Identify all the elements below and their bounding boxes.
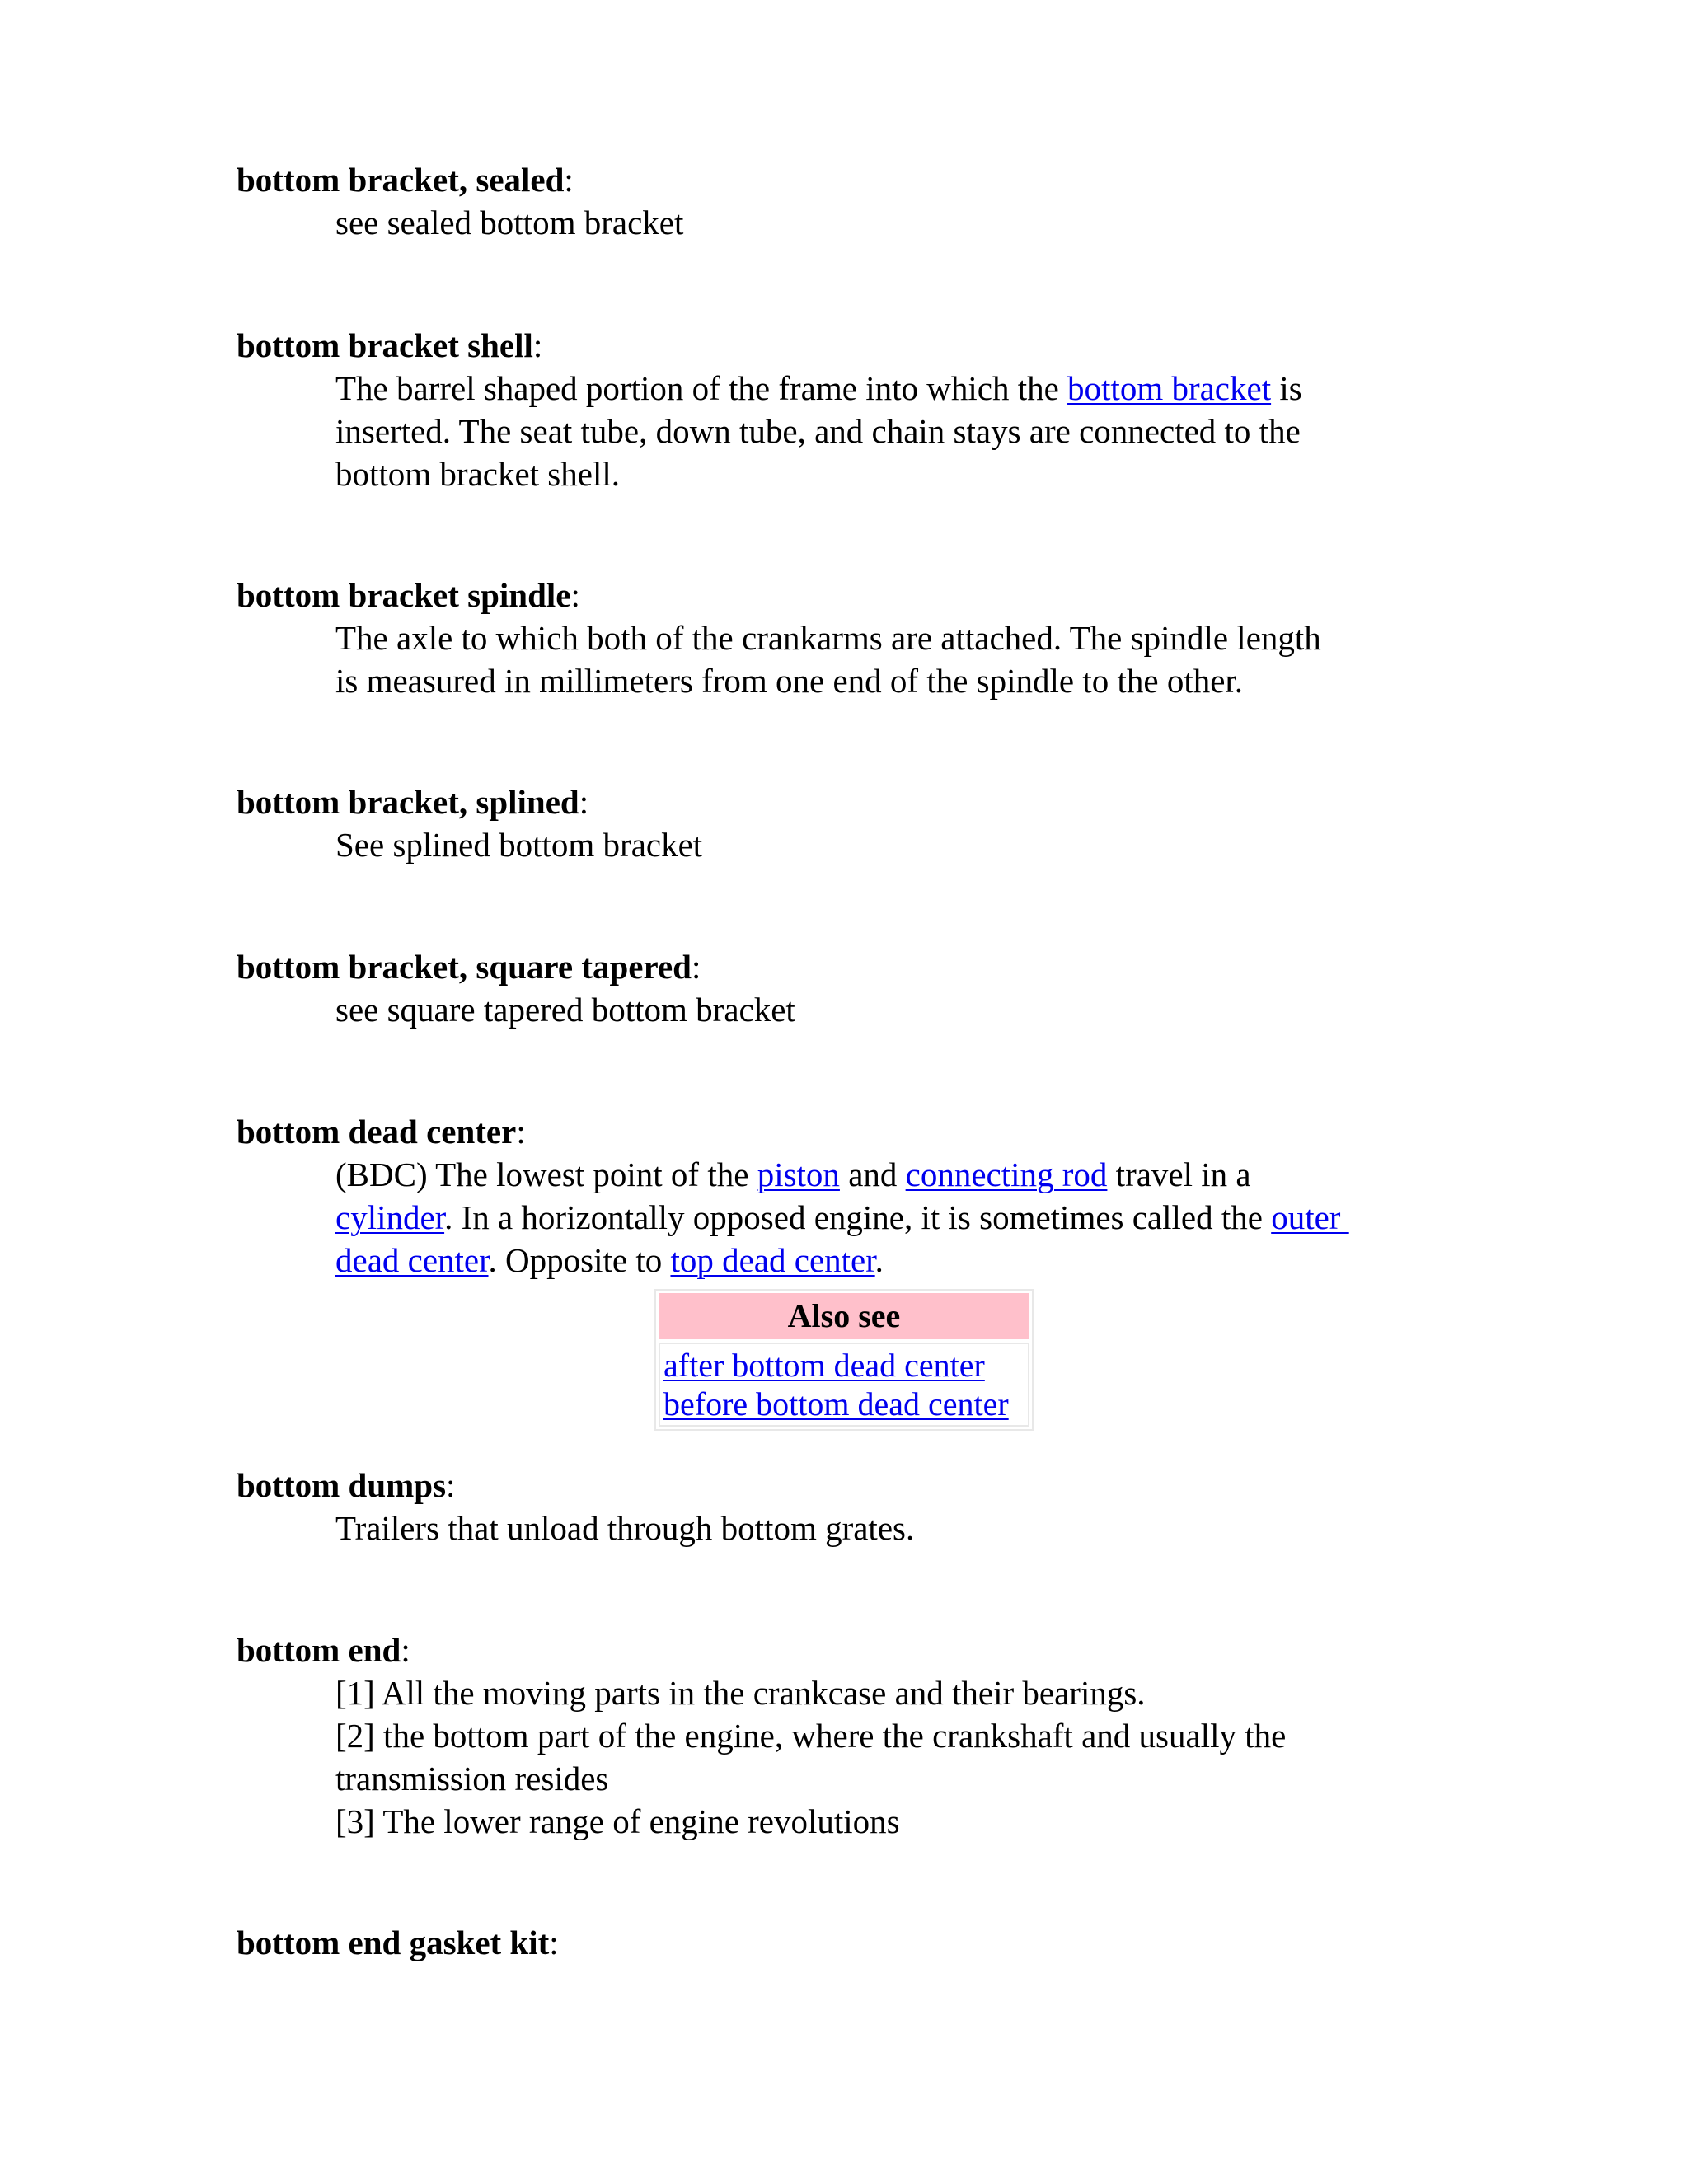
- term-label: bottom end gasket kit: [237, 1924, 550, 1961]
- term-label: bottom dead center: [237, 1113, 517, 1151]
- definition-line: [335, 1196, 1473, 1239]
- definition-line: [335, 1800, 1473, 1843]
- link-cylinder[interactable]: cylinder: [335, 1198, 445, 1236]
- term-colon: :: [570, 576, 580, 614]
- term-colon: :: [532, 326, 543, 364]
- entry-term: [237, 1921, 1473, 1964]
- definition-text: [2] the bottom part of the engine, where the crankshaft and usually the: [335, 1717, 1287, 1755]
- definition-text: Trailers that unload through bottom grates.: [335, 1509, 915, 1547]
- definition-text: is: [1271, 369, 1302, 407]
- entry-term: [237, 158, 1473, 201]
- entry-definition: [335, 1153, 1473, 1282]
- definition-line: [335, 367, 1473, 410]
- definition-line: [335, 988, 1473, 1031]
- glossary-entry-bottom-bracket-spindle: [237, 574, 1473, 702]
- entry-term: [237, 324, 1473, 367]
- glossary-entry-bottom-end: [237, 1629, 1473, 1843]
- glossary-entry-bottom-dead-center: [237, 1110, 1473, 1282]
- term-colon: :: [516, 1113, 526, 1151]
- definition-text: see sealed bottom bracket: [335, 204, 684, 241]
- definition-text: [3] The lower range of engine revolutions: [335, 1802, 900, 1840]
- term-label: bottom bracket, sealed: [237, 161, 565, 199]
- term-label: bottom end: [237, 1631, 401, 1669]
- link-dead-center[interactable]: dead center: [335, 1241, 489, 1279]
- term-label: bottom dumps: [237, 1466, 447, 1504]
- definition-line: [335, 1153, 1473, 1196]
- definition-text: (BDC) The lowest point of the: [335, 1155, 757, 1193]
- entry-definition: [335, 1507, 1473, 1549]
- link-connecting-rod[interactable]: connecting rod: [905, 1155, 1108, 1193]
- term-label: bottom bracket spindle: [237, 576, 571, 614]
- definition-text: transmission resides: [335, 1760, 609, 1797]
- definition-text: see square tapered bottom bracket: [335, 991, 795, 1029]
- term-label: bottom bracket, square tapered: [237, 948, 692, 986]
- definition-line: [335, 1507, 1473, 1549]
- entry-definition: [335, 823, 1473, 866]
- link-bottom-bracket[interactable]: bottom bracket: [1067, 369, 1272, 407]
- definition-text: . In a horizontally opposed engine, it is sometimes called the: [444, 1198, 1272, 1236]
- definition-text: bottom bracket shell.: [335, 455, 620, 493]
- definition-text: is measured in millimeters from one end of the spindle to the other.: [335, 662, 1244, 700]
- definition-line: [335, 1239, 1473, 1282]
- entry-definition: [335, 367, 1473, 495]
- entry-term: [237, 945, 1473, 988]
- term-colon: :: [401, 1631, 410, 1669]
- entry-definition: [335, 201, 1473, 244]
- also-see-heading: Also see: [659, 1293, 1029, 1339]
- entry-definition: [335, 988, 1473, 1031]
- link-top-dead-center[interactable]: top dead center: [670, 1241, 875, 1279]
- definition-text: travel in a: [1107, 1155, 1251, 1193]
- term-colon: :: [579, 783, 589, 821]
- definition-line: [335, 1757, 1473, 1800]
- glossary-entry-bottom-bracket-square-tapered: [237, 945, 1473, 1031]
- definition-line: [335, 452, 1473, 495]
- term-colon: :: [549, 1924, 559, 1961]
- glossary-entry-bottom-end-gasket-kit: [237, 1921, 1473, 1964]
- entry-definition: [335, 616, 1473, 702]
- definition-line: [335, 659, 1473, 702]
- entry-definition: [335, 1671, 1473, 1843]
- entry-term: [237, 1110, 1473, 1153]
- definition-text: inserted. The seat tube, down tube, and chain stays are connected to the: [335, 412, 1301, 450]
- definition-line: [335, 1671, 1473, 1714]
- definition-line: [335, 201, 1473, 244]
- glossary-entry-bottom-bracket-sealed: [237, 158, 1473, 244]
- definition-text: .: [874, 1241, 884, 1279]
- definition-text: See splined bottom bracket: [335, 826, 703, 864]
- term-label: bottom bracket shell: [237, 326, 533, 364]
- entry-term: [237, 574, 1473, 616]
- entry-term: [237, 1464, 1473, 1507]
- also-see-link-after-bottom-dead-center[interactable]: after bottom dead center: [663, 1347, 985, 1384]
- term-colon: :: [564, 161, 574, 199]
- definition-line: [335, 823, 1473, 866]
- definition-line: [335, 410, 1473, 452]
- definition-text: and: [839, 1155, 906, 1193]
- definition-text: The axle to which both of the crankarms are attached. The spindle length: [335, 619, 1321, 657]
- term-label: bottom bracket, splined: [237, 783, 579, 821]
- entry-term: [237, 780, 1473, 823]
- definition-text: . Opposite to: [488, 1241, 671, 1279]
- definition-text: [1] All the moving parts in the crankcase and their bearings.: [335, 1674, 1146, 1712]
- glossary-entry-bottom-bracket-shell: [237, 324, 1473, 495]
- also-see-box: [654, 1289, 1034, 1431]
- link-outer[interactable]: outer: [1271, 1198, 1349, 1236]
- glossary-entry-bottom-bracket-splined: [237, 780, 1473, 866]
- entry-term: [237, 1629, 1473, 1671]
- term-colon: :: [446, 1466, 456, 1504]
- definition-text: The barrel shaped portion of the frame into which the: [335, 369, 1068, 407]
- definition-line: [335, 616, 1473, 659]
- also-see-link-before-bottom-dead-center[interactable]: before bottom dead center: [663, 1385, 1009, 1422]
- definition-line: [335, 1714, 1473, 1757]
- glossary-entry-bottom-dumps: [237, 1464, 1473, 1549]
- term-colon: :: [691, 948, 701, 986]
- link-piston[interactable]: piston: [757, 1155, 840, 1193]
- also-see-list: [659, 1343, 1029, 1427]
